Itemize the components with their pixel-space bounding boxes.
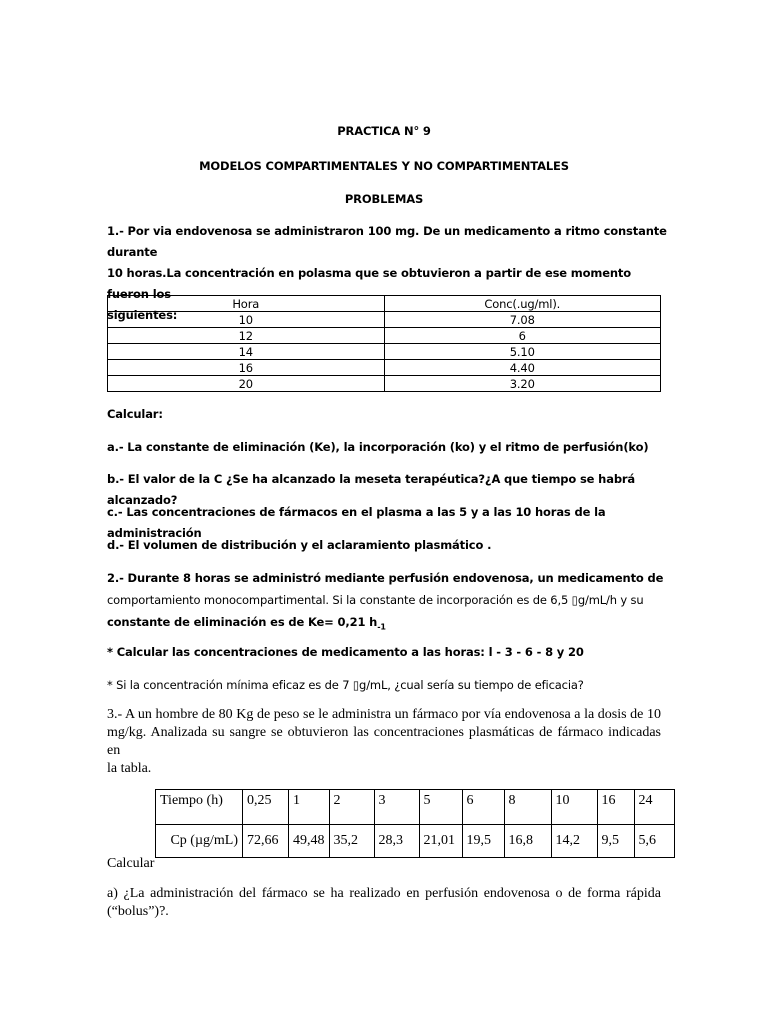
problem-3-table xyxy=(155,789,675,858)
table-cell: 20 xyxy=(108,376,385,392)
problem-1-line-3: siguientes: xyxy=(107,308,178,322)
problem-1-item-a: a.- La constante de eliminación (Ke), la incorporación (ko) y el ritmo de perfusión(ko) xyxy=(107,440,649,454)
table-cell: 14,2 xyxy=(551,825,597,858)
problem-2-line-3-exponent: -1 xyxy=(377,622,386,632)
table-cell: 5 xyxy=(419,790,462,825)
problem-3-item-a-line-2: (“bolus”)?. xyxy=(107,904,169,919)
table-header-row xyxy=(108,296,661,312)
section-heading: PROBLEMAS xyxy=(344,192,424,206)
table-header-cell: Cp (µg/mL) xyxy=(156,825,243,858)
table-cell: 35,2 xyxy=(329,825,374,858)
problem-3-item-a-line-1: a) ¿La administración del fármaco se ha realizado en perfusión endovenosa o de forma rápida xyxy=(107,886,661,901)
problem-1-line-2: 10 horas.La concentración en polasma que se obtuvieron a partir de ese momento fueron los xyxy=(107,266,631,301)
table-row xyxy=(108,376,661,392)
problem-2-bullet-2: * Si la concentración mínima eficaz es de 7 ▯g/mL, ¿cual sería su tiempo de eficacia? xyxy=(107,678,584,692)
table-cell: 5.10 xyxy=(384,344,661,360)
problem-2-line-2: comportamiento monocompartimental. Si la constante de incorporación es de 6,5 ▯g/mL/h y su xyxy=(107,593,644,607)
table-cell: 19,5 xyxy=(462,825,504,858)
table-cell: 0,25 xyxy=(243,790,289,825)
problem-1-line-1: 1.- Por via endovenosa se administraron 100 mg. De un medicamento a ritmo constante durante xyxy=(107,224,667,259)
problem-1-item-d: d.- El volumen de distribución y el aclaramiento plasmático . xyxy=(107,538,492,552)
problem-3-item-a xyxy=(107,885,661,921)
table-cell: 16,8 xyxy=(504,825,551,858)
table-header-cell: Hora xyxy=(108,296,385,312)
table-header-cell: Conc(.ug/ml). xyxy=(384,296,661,312)
problem-2-line-3-text: constante de eliminación es de Ke= 0,21 h xyxy=(107,615,378,629)
problem-3-line-2: mg/kg. Analizada su sangre se obtuvieron las concentraciones plasmáticas de fármaco indicadas en xyxy=(107,725,661,758)
table-cell: 4.40 xyxy=(384,360,661,376)
problem-3-line-1: 3.- A un hombre de 80 Kg de peso se le administra un fármaco por vía endovenosa a la dosis de 10 xyxy=(107,707,661,722)
table-cell: 3 xyxy=(374,790,419,825)
table-cell: 6 xyxy=(384,328,661,344)
table-cell: 28,3 xyxy=(374,825,419,858)
table-cell: 16 xyxy=(108,360,385,376)
table-cell: 10 xyxy=(551,790,597,825)
problem-2-line-3 xyxy=(107,611,667,638)
table-cell: 5,6 xyxy=(634,825,674,858)
table-cell: 7.08 xyxy=(384,312,661,328)
practice-title: PRACTICA N° 9 xyxy=(337,124,431,138)
table-row xyxy=(108,328,661,344)
problem-2-line-1: 2.- Durante 8 horas se administró mediante perfusión endovenosa, un medicamento de xyxy=(107,571,664,585)
table-cell: 9,5 xyxy=(597,825,634,858)
problem-2-statement xyxy=(107,567,667,638)
table-cell: 14 xyxy=(108,344,385,360)
table-header-cell: Tiempo (h) xyxy=(156,790,243,825)
problem-3-line-3: la tabla. xyxy=(107,761,152,776)
table-cell: 3.20 xyxy=(384,376,661,392)
table-cell: 2 xyxy=(329,790,374,825)
table-cell: 16 xyxy=(597,790,634,825)
problem-1-item-b: b.- El valor de la C ¿Se ha alcanzado la meseta terapéutica?¿A que tiempo se habrá alcanzado? xyxy=(107,472,636,507)
table-cell: 12 xyxy=(108,328,385,344)
table-cell: 24 xyxy=(634,790,674,825)
table-cell: 72,66 xyxy=(243,825,289,858)
table-cell: 10 xyxy=(108,312,385,328)
table-cell: 8 xyxy=(504,790,551,825)
problem-2-bullet-1: * Calcular las concentraciones de medicamento a las horas: l - 3 - 6 - 8 y 20 xyxy=(107,645,584,659)
table-row xyxy=(108,360,661,376)
table-cell: 1 xyxy=(289,790,330,825)
problem-3-calcular: Calcular xyxy=(107,856,155,871)
table-row xyxy=(108,344,661,360)
table-row xyxy=(108,312,661,328)
table-cell: 6 xyxy=(462,790,504,825)
problem-3-statement xyxy=(107,706,661,778)
practice-subtitle: MODELOS COMPARTIMENTALES Y NO COMPARTIMENTALES xyxy=(199,159,569,173)
problem-1-table xyxy=(107,295,661,392)
problem-1-calcular: Calcular: xyxy=(107,407,163,421)
table-row xyxy=(156,790,675,825)
table-cell: 49,48 xyxy=(289,825,330,858)
table-cell: 21,01 xyxy=(419,825,462,858)
problem-1-item-c: c.- Las concentraciones de fármacos en el plasma a las 5 y a las 10 horas de la administración xyxy=(107,505,606,540)
